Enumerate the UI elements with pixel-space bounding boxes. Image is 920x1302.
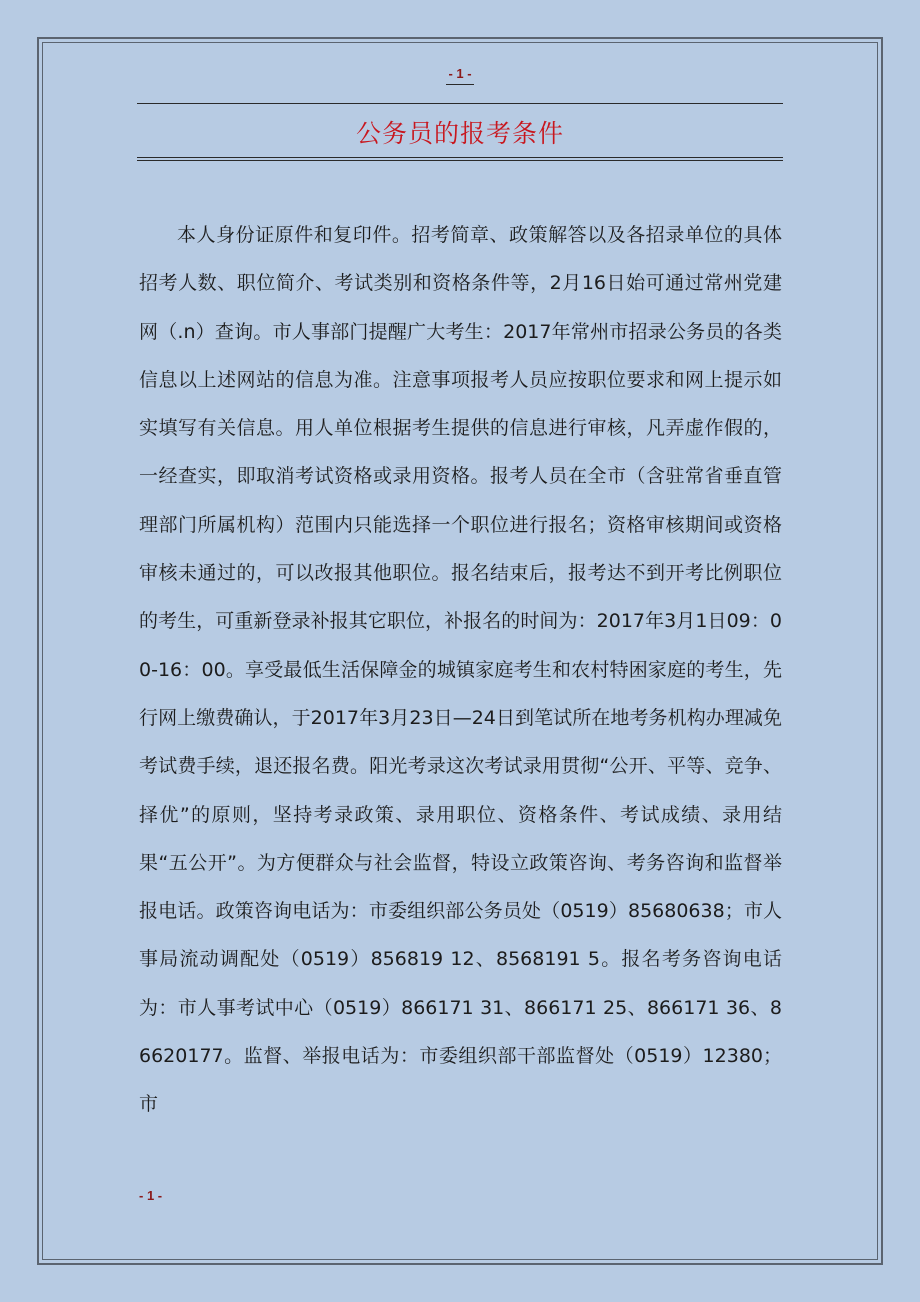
- body-paragraph: 本人身份证原件和复印件。招考简章、政策解答以及各招录单位的具体招考人数、职位简介、考试类别和资格条件等，2月16日始可通过常州党建网（.n）查询。市人事部门提醒广大考生：2017年常州市招录公务员的各类信息以上述网站的信息为准。注意事项报考人员应按职位要求和网上提示如实填写有关信息。用人单位根据考生提供的信息进行审核，凡弄虚作假的，一经查实，即取消考试资格或录用资格。报考人员在全市（含驻常省垂直管理部门所属机构）范围内只能选择一个职位进行报名；资格审核期间或资格审核未通过的，可以改报其他职位。报名结束后，报考达不到开考比例职位的考生，可重新登录补报其它职位，补报名的时间为：2017年3月1日09：00-16：00。享受最低生活保障金的城镇家庭考生和农村特困家庭的考生，先行网上缴费确认，于2017年3月23日—24日到笔试所在地考务机构办理减免考试费手续，退还报名费。阳光考录这次考试录用贯彻“公开、平等、竞争、择优”的原则，坚持考录政策、录用职位、资格条件、考试成绩、录用结果“五公开”。为方便群众与社会监督，特设立政策咨询、考务咨询和监督举报电话。政策咨询电话为：市委组织部公务员处（0519）85680638；市人事局流动调配处（0519）856819 12、8568191 5。报名考务咨询电话为：市人事考试中心（0519）866171 31、866171 25、866171 36、86620177。监督、举报电话为：市委组织部干部监督处（0519）12380；市: [139, 224, 782, 1116]
- title-rule-top: [137, 103, 783, 104]
- header-page-number-text: - 1 -: [446, 66, 473, 85]
- header-page-number: [0, 66, 920, 85]
- footer-page-number: - 1 -: [139, 1188, 163, 1203]
- document-title: 公务员的报考条件: [355, 119, 564, 148]
- title-rule-bottom: [137, 157, 783, 161]
